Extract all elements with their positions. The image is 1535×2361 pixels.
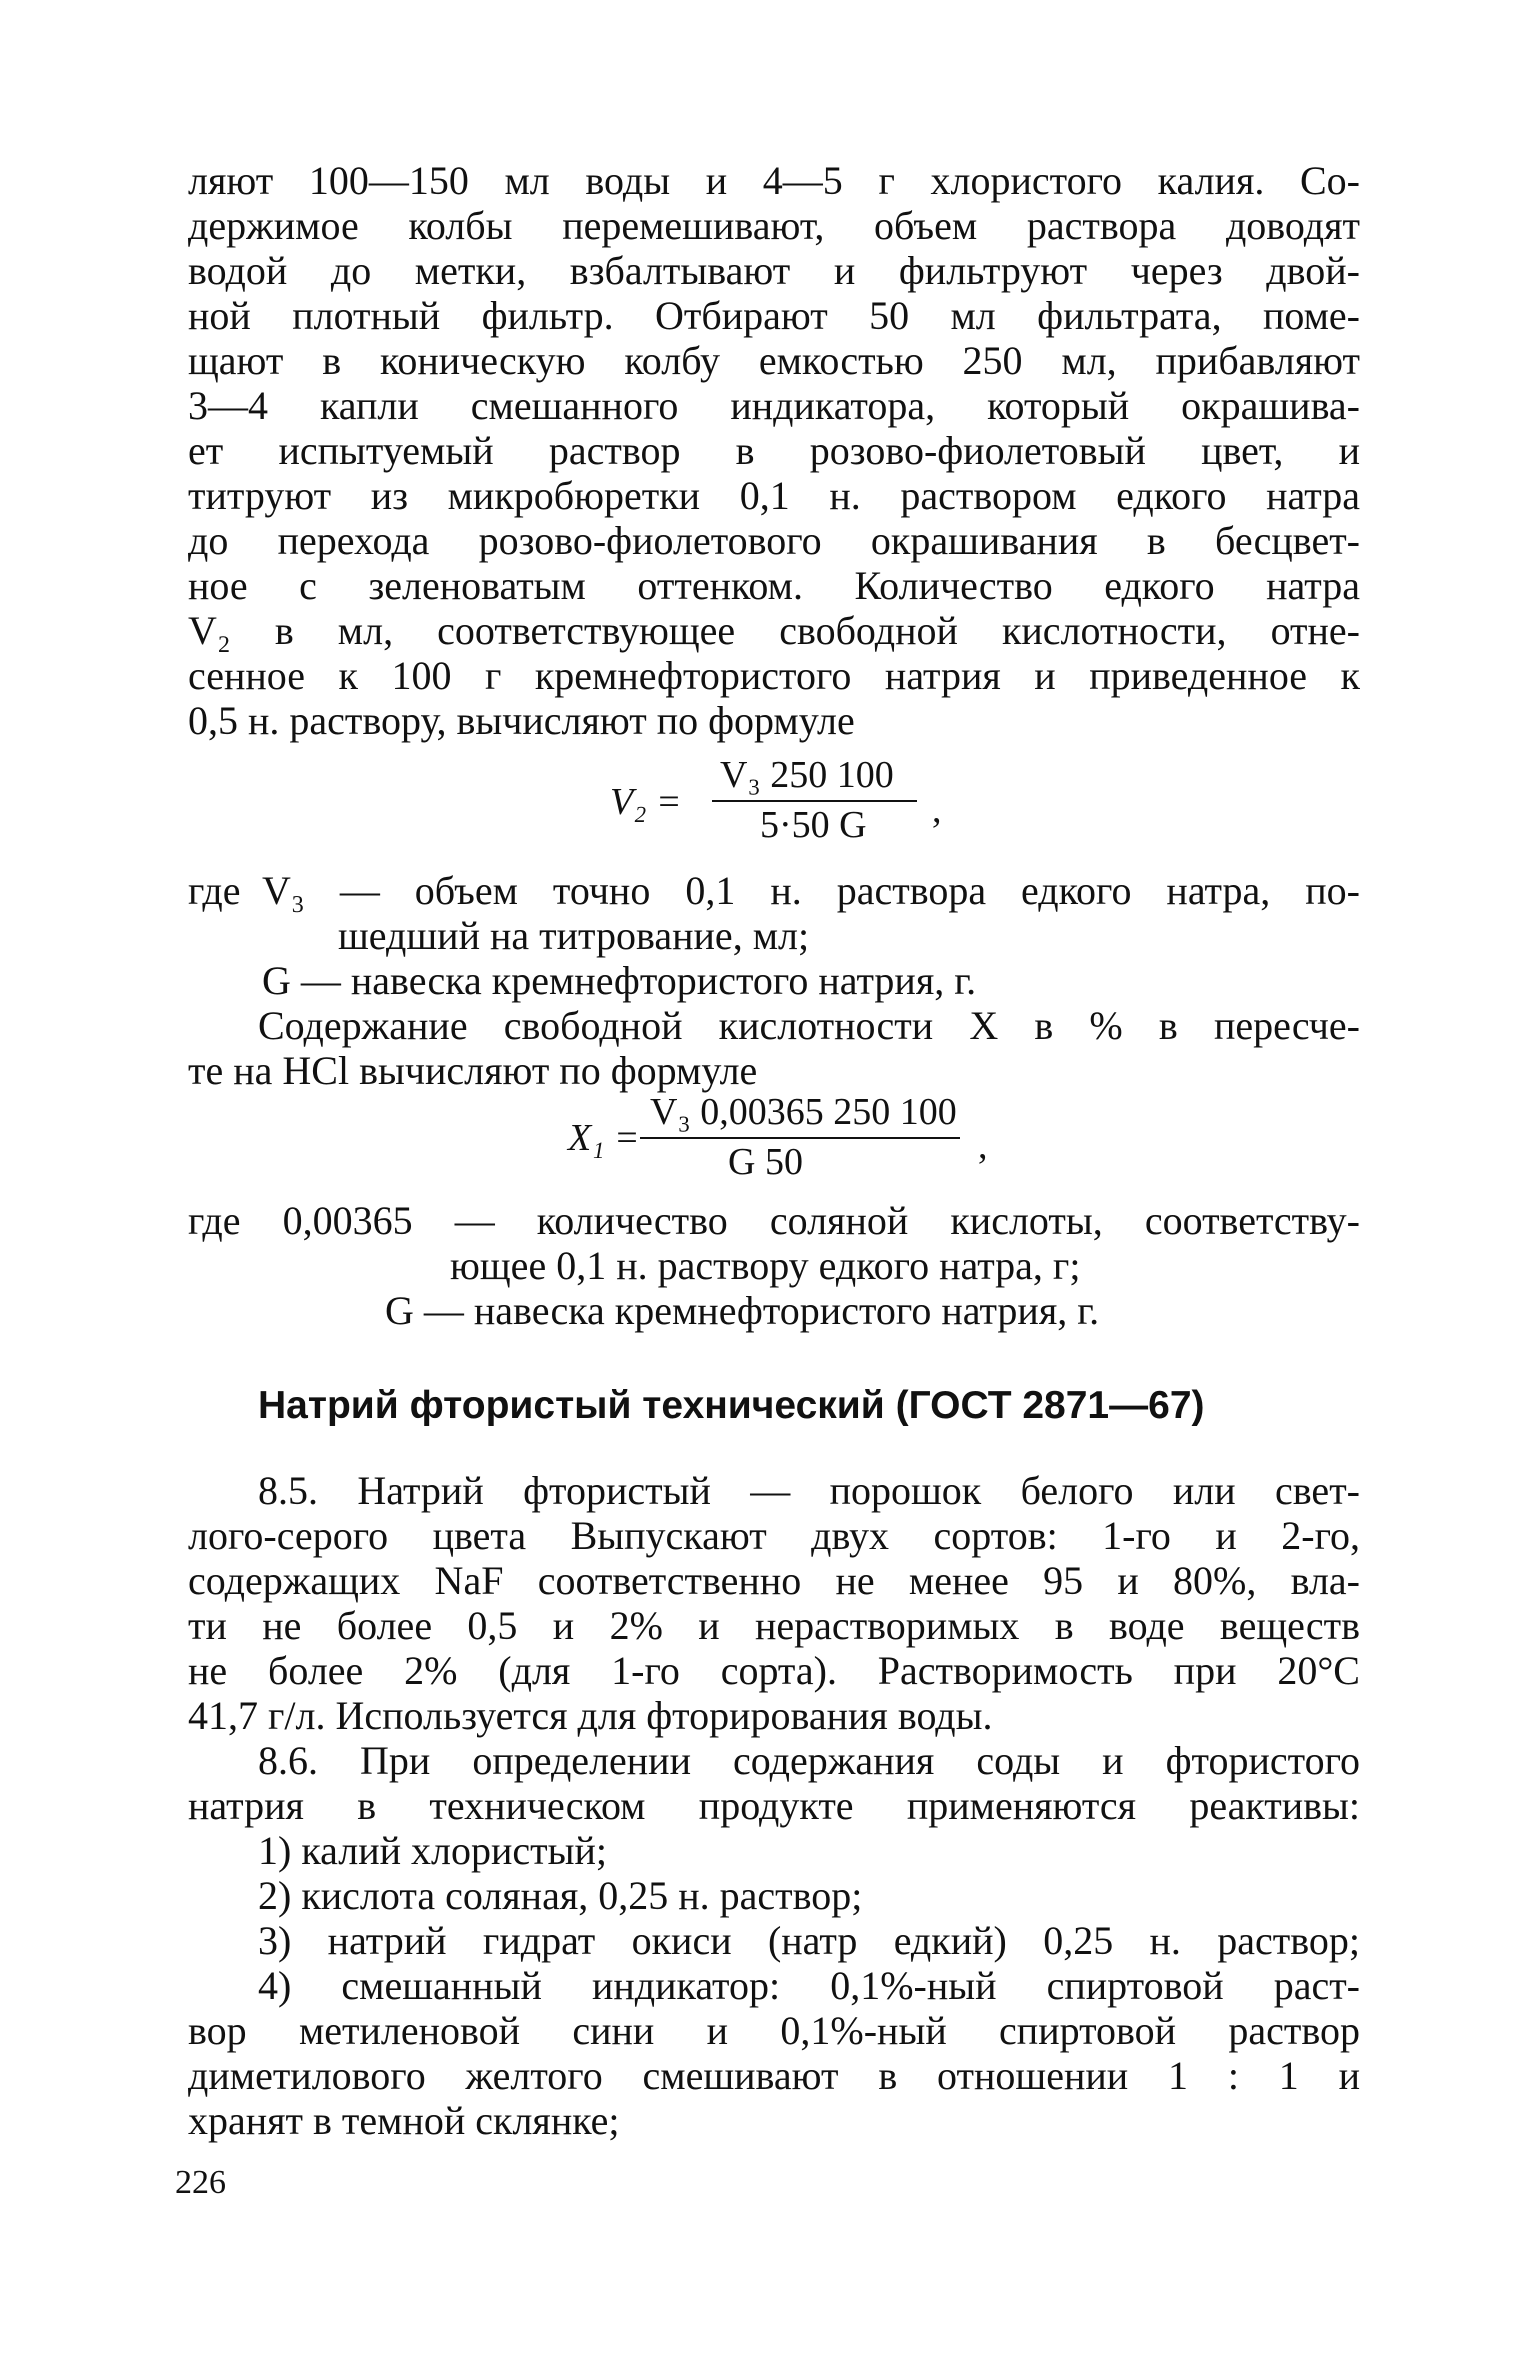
text-line: Содержание свободной кислотности X в % в пересче- (258, 1003, 1360, 1048)
formula-lhs: X₁ = (568, 1117, 640, 1159)
list-item: 4) смешанный индикатор: 0,1%-ный спиртовой раст- (258, 1963, 1360, 2008)
text-line: 8.6. При определении содержания соды и фтористого (258, 1738, 1360, 1783)
text-line: ляют 100—150 мл воды и 4—5 г хлористого калия. Со- (188, 158, 1360, 203)
text-line: ти не более 0,5 и 2% и нерастворимых в воде веществ (188, 1603, 1360, 1648)
text-line: где 0,00365 — количество соляной кислоты, соответству- (188, 1198, 1360, 1243)
text-line: G — навеска кремнефтористого натрия, г. (262, 958, 977, 1003)
text-line: ное с зеленоватым оттенком. Количество едкого натра (188, 563, 1360, 608)
text-line: шедший на титрование, мл; (338, 913, 810, 958)
list-item: 3) натрий гидрат окиси (натр едкий) 0,25 н. раствор; (258, 1918, 1360, 1963)
text-line: V₃ — объем точно 0,1 н. раствора едкого натра, по- (262, 868, 1360, 913)
text-line: натрия в техническом продукте применяются реактивы: (188, 1783, 1360, 1828)
text-line: 3—4 капли смешанного индикатора, который окрашива- (188, 383, 1360, 428)
text-line: ющее 0,1 н. раствору едкого натра, г; (450, 1243, 1081, 1288)
formula-denominator: G 50 (728, 1141, 803, 1183)
formula-lhs: V₂ = (610, 781, 682, 823)
text-line: хранят в темной склянке; (188, 2098, 620, 2143)
section-heading: Натрий фтористый технический (ГОСТ 2871—67) (258, 1384, 1205, 1427)
text-line: ет испытуемый раствор в розово-фиолетовый цвет, и (188, 428, 1360, 473)
text-line: 8.5. Натрий фтористый — порошок белого или свет- (258, 1468, 1360, 1513)
fraction-bar (640, 1137, 960, 1139)
text-line: до перехода розово-фиолетового окрашивания в бесцвет- (188, 518, 1360, 563)
fraction-bar (712, 800, 917, 802)
text-line: не более 2% (для 1-го сорта). Растворимость при 20°C (188, 1648, 1360, 1693)
text-line: титруют из микробюретки 0,1 н. раствором едкого натра (188, 473, 1360, 518)
text-line: 41,7 г/л. Используется для фторирования воды. (188, 1693, 993, 1738)
text-line: те на HCl вычисляют по формуле (188, 1048, 758, 1093)
text-line: щают в коническую колбу емкостью 250 мл, прибавляют (188, 338, 1360, 383)
text-line: V₂ в мл, соответствующее свободной кислотности, отне- (188, 608, 1360, 653)
text-line: лого-серого цвета Выпускают двух сортов: 1-го и 2-го, (188, 1513, 1360, 1558)
text-line: водой до метки, взбалтывают и фильтруют через двой- (188, 248, 1360, 293)
formula-tail: , (932, 789, 942, 831)
page-number: 226 (175, 2164, 226, 2201)
formula-tail: , (978, 1125, 988, 1167)
formula-numerator: V₃ 0,00365 250 100 (650, 1091, 957, 1133)
text-line: 0,5 н. раствору, вычисляют по формуле (188, 698, 855, 743)
list-item: 2) кислота соляная, 0,25 н. раствор; (258, 1873, 863, 1918)
text-line: держимое колбы перемешивают, объем раствора доводят (188, 203, 1360, 248)
text-line: сенное к 100 г кремнефтористого натрия и приведенное к (188, 653, 1360, 698)
formula-denominator: 5·50 G (760, 804, 867, 846)
text-line: вор метиленовой сини и 0,1%-ный спиртовой раствор (188, 2008, 1360, 2053)
text-line: содержащих NaF соответственно не менее 95 и 80%, вла- (188, 1558, 1360, 1603)
text-line: G — навеска кремнефтористого натрия, г. (385, 1288, 1100, 1333)
formula-numerator: V₃ 250 100 (720, 754, 894, 796)
list-item: 1) калий хлористый; (258, 1828, 608, 1873)
where-label: где (188, 868, 241, 913)
text-line: ной плотный фильтр. Отбирают 50 мл фильтрата, поме- (188, 293, 1360, 338)
text-line: диметилового желтого смешивают в отношении 1 : 1 и (188, 2053, 1360, 2098)
